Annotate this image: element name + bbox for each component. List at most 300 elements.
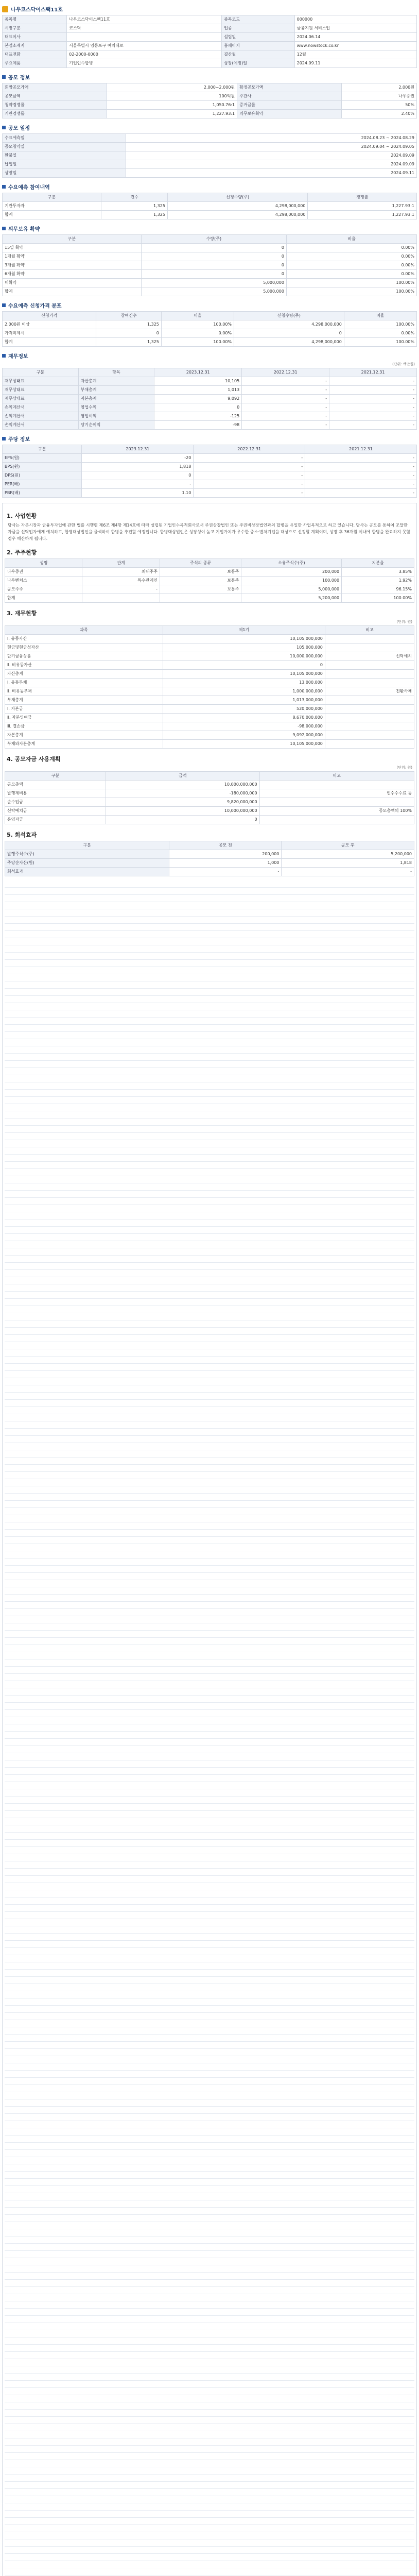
dilution-table (5, 841, 414, 876)
table-cell: 합계 (3, 211, 101, 219)
table-cell: 부채와자본총계 (5, 740, 163, 749)
table-row (3, 15, 417, 24)
table-cell: 1,227.93:1 (107, 110, 237, 118)
table-header-row (5, 772, 414, 781)
table-cell: 업종 (222, 24, 295, 33)
bullet-icon (2, 303, 6, 307)
table-cell: 10,105,000,000 (163, 670, 325, 679)
schedule-section: 공모 일정 (2, 124, 417, 131)
table-cell: 0 (141, 270, 286, 279)
balance-table (5, 625, 414, 749)
table-cell: 2024.09.11 (126, 169, 416, 178)
table-row (3, 489, 417, 498)
table-cell: 발행제비용 (5, 789, 106, 798)
table-cell: 자산총계 (78, 377, 154, 386)
table-cell (325, 635, 414, 643)
table-row (5, 781, 414, 789)
bullet-icon (2, 75, 6, 79)
table-cell: 1,818 (82, 463, 194, 471)
table-cell: 0.00% (161, 329, 234, 338)
table-cell: 13,000,000 (163, 679, 325, 687)
table-cell: 2,000원 (341, 83, 416, 92)
table-header-cell: 성명 (5, 559, 82, 568)
table-header-cell: 관계 (82, 559, 160, 568)
table-cell: 1,227.93:1 (308, 211, 417, 219)
table-row (5, 705, 414, 714)
price-dist-section: 수요예측 신청가격 분포 (2, 301, 417, 309)
table-cell: 1,013 (154, 386, 242, 395)
table-cell: Ⅲ. 결손금 (5, 722, 163, 731)
table-cell: 200,000 (241, 568, 342, 577)
table-row (3, 134, 417, 143)
table-cell: 공모총액의 100% (259, 807, 414, 816)
table-cell: 주요제품 (3, 59, 67, 68)
price-dist-table (2, 311, 417, 347)
table-header-cell: 신청수량(주) (167, 193, 307, 202)
table-row (5, 714, 414, 722)
table-cell: 코스닥 (67, 24, 222, 33)
table-cell: 특수관계인 (82, 577, 160, 585)
table-cell: 기업인수합병 (67, 59, 222, 68)
table-row (3, 252, 417, 261)
table-row (3, 24, 417, 33)
proceeds-unit: (단위: 원) (396, 766, 412, 770)
table-header-cell: 구분 (3, 445, 82, 454)
table-header-cell: 신청가격 (3, 312, 96, 320)
table-cell: 100.00% (286, 287, 416, 296)
table-cell: 가격미제시 (3, 329, 96, 338)
table-header-row (5, 841, 414, 850)
table-cell: 영업이익 (78, 412, 154, 421)
table-cell: 5,200,000 (282, 850, 414, 859)
table-cell: - (242, 386, 329, 395)
table-header-row (3, 368, 417, 377)
table-cell: 환불일 (3, 151, 126, 160)
table-cell: DPS(원) (3, 471, 82, 480)
table-header-cell: 2023.12.31 (154, 368, 242, 377)
demand-section: 수요예측 참여내역 (2, 183, 417, 191)
table-cell: 1,000 (169, 859, 282, 868)
table-row (5, 816, 414, 824)
table-cell: 5,200,000 (241, 594, 342, 603)
table-cell: 자본총계 (5, 731, 163, 740)
table-row (5, 859, 414, 868)
table-cell (82, 594, 160, 603)
table-row (5, 696, 414, 705)
table-cell: 시장구분 (3, 24, 67, 33)
table-cell (259, 798, 414, 807)
table-cell: 520,000,000 (163, 705, 325, 714)
table-header-cell: 과목 (5, 626, 163, 635)
table-row (3, 480, 417, 489)
table-cell: 0 (234, 329, 344, 338)
table-cell: 부채총계 (5, 696, 163, 705)
table-cell: 4,298,000,000 (234, 338, 344, 347)
proceeds-heading: 4. 공모자금 사용계획 (7, 756, 61, 762)
table-cell: 서울특별시 영등포구 여의대로 (67, 42, 222, 50)
table-cell: 희망공모가액 (3, 83, 107, 92)
table-cell: 공모총액 (5, 781, 106, 789)
table-cell (325, 714, 414, 722)
table-cell: 1,000,000,000 (163, 687, 325, 696)
demand-table (2, 193, 417, 219)
table-cell: - (194, 471, 305, 480)
table-cell: 보통주 (160, 568, 241, 577)
table-row (3, 59, 417, 68)
table-cell: 1,050.76:1 (107, 101, 237, 110)
table-cell: 신탁예치 (325, 652, 414, 661)
table-cell: 단기금융상품 (5, 652, 163, 661)
table-cell: 신탁예치금 (5, 807, 106, 816)
table-cell: 1,818 (282, 859, 414, 868)
bullet-icon (2, 126, 6, 129)
table-header-cell: 비율 (286, 235, 416, 244)
table-cell: -125 (154, 412, 242, 421)
table-cell: 종목코드 (222, 15, 295, 24)
table-cell: 10,000,000,000 (163, 652, 325, 661)
table-cell: 나우코스닥이스팩11호 (67, 15, 222, 24)
table-row (5, 643, 414, 652)
table-cell: 운영자금 (5, 816, 106, 824)
table-row (5, 670, 414, 679)
company-info-table (2, 15, 417, 68)
table-cell: 보통주 (160, 585, 241, 594)
table-cell: 2024.09.09 (126, 160, 416, 169)
table-cell: - (169, 868, 282, 876)
table-cell: 기관투자자 (3, 202, 101, 211)
table-row (5, 594, 414, 603)
proceeds-table (5, 771, 414, 824)
table-header-cell: 경쟁률 (308, 193, 417, 202)
table-row (5, 568, 414, 577)
table-cell: 1,325 (96, 338, 161, 347)
table-cell: 000000 (294, 15, 416, 24)
table-cell: 4,298,000,000 (234, 320, 344, 329)
document-body-filler (5, 880, 414, 2576)
table-header-cell: 2023.12.31 (82, 445, 194, 454)
table-cell: Ⅱ. 비유동자산 (5, 661, 163, 670)
table-header-cell: 2022.12.31 (242, 368, 329, 377)
table-cell: 기관경쟁률 (3, 110, 107, 118)
table-cell: 4,298,000,000 (167, 211, 307, 219)
table-cell (325, 696, 414, 705)
table-row (3, 454, 417, 463)
table-row (5, 661, 414, 670)
table-row (3, 160, 417, 169)
table-cell: - (329, 403, 417, 412)
table-cell: 대표이사 (3, 33, 67, 42)
table-cell: 100,000 (241, 577, 342, 585)
table-row (3, 169, 417, 178)
table-cell: - (242, 377, 329, 386)
table-header-cell: 비율 (161, 312, 234, 320)
table-cell: 본점소재지 (3, 42, 67, 50)
table-row (3, 33, 417, 42)
table-cell: 2024.08.23 ~ 2024.08.29 (126, 134, 416, 143)
table-cell: 재무상태표 (3, 395, 79, 403)
bullet-icon (2, 185, 6, 189)
table-row (5, 798, 414, 807)
table-cell (325, 643, 414, 652)
table-cell: 금융지원 서비스업 (294, 24, 416, 33)
table-row (3, 338, 417, 347)
table-cell: - (329, 412, 417, 421)
business-heading: 1. 사업현황 (7, 513, 37, 519)
table-cell: 2024.06.14 (294, 33, 416, 42)
table-cell (67, 33, 222, 42)
table-cell (325, 661, 414, 670)
table-row (3, 403, 417, 412)
table-cell: 1,325 (101, 211, 168, 219)
table-header-cell: 비고 (259, 772, 414, 781)
table-header-row (5, 559, 414, 568)
table-cell: 105,000,000 (163, 643, 325, 652)
table-cell: EPS(원) (3, 454, 82, 463)
table-cell: 주관사 (237, 92, 342, 101)
table-cell: Ⅱ. 비유동부채 (5, 687, 163, 696)
table-cell (325, 731, 414, 740)
table-header-cell: 구분 (3, 368, 79, 377)
table-header-cell: 2022.12.31 (194, 445, 305, 454)
table-cell: 3.85% (342, 568, 414, 577)
offering-table (2, 83, 417, 118)
table-header-cell: 비고 (325, 626, 414, 635)
table-cell: 8,670,000,000 (163, 714, 325, 722)
table-cell: 주당순자산(원) (5, 859, 169, 868)
table-cell: 미확약 (3, 279, 142, 287)
table-row (3, 42, 417, 50)
table-cell: Ⅰ. 유동자산 (5, 635, 163, 643)
bullet-icon (2, 437, 6, 440)
shareholders-table (5, 558, 414, 603)
table-cell: 상장일 (3, 169, 126, 178)
schedule-table (2, 133, 417, 178)
table-cell: 당기순이익 (78, 421, 154, 430)
table-cell: 0.00% (286, 244, 416, 252)
table-cell: 5,000,000 (241, 585, 342, 594)
financial-heading: 3. 재무현황 (7, 610, 37, 617)
table-cell: - (194, 463, 305, 471)
table-row (3, 471, 417, 480)
table-row (3, 244, 417, 252)
table-header-cell: 비율 (344, 312, 416, 320)
table-cell: 0.00% (286, 261, 416, 270)
table-cell: 공모금액 (3, 92, 107, 101)
table-cell: - (305, 463, 417, 471)
table-row (5, 722, 414, 731)
table-cell: 최대주주 (82, 568, 160, 577)
table-cell (325, 679, 414, 687)
table-cell: 자산총계 (5, 670, 163, 679)
table-row (3, 279, 417, 287)
table-cell: 전환사채 (325, 687, 414, 696)
table-cell: www.nowstock.co.kr (294, 42, 416, 50)
table-cell: 5,000,000 (141, 279, 286, 287)
table-cell: 100억원 (107, 92, 237, 101)
table-row (3, 202, 417, 211)
report-document (2, 503, 417, 2576)
business-text: 당사는 자본시장과 금융투자업에 관한 법률 시행령 제6조 제4항 제14호에 따라 설립된 기업인수목적회사로서 주권상장법인 또는 주권비상장법인과의 합병을 유일한 사업목적으로 하고 있습니다. 당사는 공모를 통하여 조달한 자금을 신탁업자에게 예치하고, 합병대상법인을 물색하여 합병을 추진할 예정입니다. 합병대상법인은 성장성이 높고 기업가치가 우수한 중소·벤처기업을 대상으로 선정할 계획이며, 상장 후 36개월 이내에 합병을 완료하지 못할 경우 해산하게 됩니다. (8, 523, 411, 541)
table-row (3, 395, 417, 403)
table-cell: 결산월 (222, 50, 295, 59)
table-cell: 나우증권 (5, 568, 82, 577)
table-cell (325, 740, 414, 749)
table-cell: PBR(배) (3, 489, 82, 498)
table-row (3, 211, 417, 219)
table-cell: 합계 (3, 287, 142, 296)
table-header-row (5, 626, 414, 635)
table-cell: BPS(원) (3, 463, 82, 471)
company-title: 나우코스닥이스팩11호 (2, 5, 417, 13)
table-cell: 손익계산서 (3, 403, 79, 412)
table-header-cell: 지분율 (342, 559, 414, 568)
fin-summary-table (2, 368, 417, 430)
table-cell: 100.00% (344, 320, 416, 329)
per-share-section: 주당 정보 (2, 435, 417, 443)
table-cell: 희석효과 (5, 868, 169, 876)
table-header-cell: 공모 후 (282, 841, 414, 850)
table-cell: 50% (341, 101, 416, 110)
table-header-cell: 수량(주) (141, 235, 286, 244)
table-cell: 공모주주 (5, 585, 82, 594)
table-cell: 3개월 확약 (3, 261, 142, 270)
table-row (5, 585, 414, 594)
table-row (5, 652, 414, 661)
table-cell: 납입일 (3, 160, 126, 169)
dilution-heading: 5. 희석효과 (7, 832, 37, 838)
table-row (3, 329, 417, 338)
table-cell: - (305, 480, 417, 489)
table-cell (160, 594, 241, 603)
lockup-section: 의무보유 확약 (2, 225, 417, 232)
table-row (5, 868, 414, 876)
table-cell: 의무보유확약 (237, 110, 342, 118)
table-header-row (3, 193, 417, 202)
table-cell: 영업수익 (78, 403, 154, 412)
table-row (3, 412, 417, 421)
table-header-cell: 주식의 종류 (160, 559, 241, 568)
table-cell: 9,820,000,000 (106, 798, 259, 807)
table-cell: 0 (106, 816, 259, 824)
table-cell: 홈페이지 (222, 42, 295, 50)
table-cell: 100.00% (344, 338, 416, 347)
table-row (3, 50, 417, 59)
offering-section: 공모 정보 (2, 73, 417, 81)
table-cell: 현금및현금성자산 (5, 643, 163, 652)
bullet-icon (2, 354, 6, 358)
per-share-table (2, 445, 417, 498)
table-row (5, 850, 414, 859)
table-cell: 보통주 (160, 577, 241, 585)
table-cell: 2024.09.09 (126, 151, 416, 160)
table-cell: 1,325 (96, 320, 161, 329)
table-cell: 02-2000-0000 (67, 50, 222, 59)
table-header-cell: 제1기 (163, 626, 325, 635)
table-cell: 1,227.93:1 (308, 202, 417, 211)
table-cell: PER(배) (3, 480, 82, 489)
table-cell: 설립일 (222, 33, 295, 42)
table-cell: - (329, 395, 417, 403)
table-cell: Ⅰ. 유동부채 (5, 679, 163, 687)
table-cell: 100.00% (161, 338, 234, 347)
table-cell: 자본총계 (78, 395, 154, 403)
table-row (5, 635, 414, 643)
table-row (3, 270, 417, 279)
table-cell: 1.92% (342, 577, 414, 585)
table-row (5, 679, 414, 687)
table-header-cell: 구분 (5, 841, 169, 850)
table-row (5, 789, 414, 798)
table-cell: 2024.09.04 ~ 2024.09.05 (126, 143, 416, 151)
table-row (3, 101, 417, 110)
table-cell: - (282, 868, 414, 876)
table-cell: 1,325 (101, 202, 168, 211)
table-cell: 10,000,000,000 (106, 807, 259, 816)
table-cell: 인수수수료 등 (259, 789, 414, 798)
table-cell: - (82, 480, 194, 489)
table-cell: - (329, 421, 417, 430)
table-cell: 합계 (3, 338, 96, 347)
table-cell: 1,013,000,000 (163, 696, 325, 705)
table-cell: 청약경쟁률 (3, 101, 107, 110)
table-cell: 10,105 (154, 377, 242, 386)
table-header-row (3, 445, 417, 454)
table-cell: - (242, 421, 329, 430)
table-cell: 부채총계 (78, 386, 154, 395)
table-cell: 9,092,000,000 (163, 731, 325, 740)
table-header-cell: 공모 전 (169, 841, 282, 850)
bullet-icon (2, 227, 6, 230)
table-cell: 수요예측일 (3, 134, 126, 143)
table-header-cell: 소유주식수(주) (241, 559, 342, 568)
table-cell: 대표전화 (3, 50, 67, 59)
table-cell: 확정공모가액 (237, 83, 342, 92)
table-cell: 10,000,000,000 (106, 781, 259, 789)
table-cell: 5,000,000 (141, 287, 286, 296)
table-cell: - (242, 412, 329, 421)
table-cell (259, 781, 414, 789)
table-cell: 합계 (5, 594, 82, 603)
table-cell: 0 (82, 471, 194, 480)
table-cell: 10,105,000,000 (163, 740, 325, 749)
table-row (3, 261, 417, 270)
table-cell: 발행주식수(주) (5, 850, 169, 859)
table-cell: 재무상태표 (3, 377, 79, 386)
table-cell: 100.00% (286, 279, 416, 287)
fin-summary-section: 재무정보 (2, 352, 417, 360)
table-cell: Ⅰ. 자본금 (5, 705, 163, 714)
table-header-cell: 금액 (106, 772, 259, 781)
table-cell (325, 705, 414, 714)
table-row (3, 143, 417, 151)
table-cell: -98 (154, 421, 242, 430)
table-cell: 0 (154, 403, 242, 412)
table-cell: - (329, 377, 417, 386)
table-row (3, 463, 417, 471)
table-cell: 0 (141, 244, 286, 252)
table-row (5, 687, 414, 696)
table-cell: 손익계산서 (3, 412, 79, 421)
table-row (3, 377, 417, 386)
balance-unit: (단위: 원) (396, 620, 412, 624)
table-cell (325, 670, 414, 679)
table-header-cell: 항목 (78, 368, 154, 377)
table-row (3, 386, 417, 395)
table-cell: 재무상태표 (3, 386, 79, 395)
table-cell: - (305, 489, 417, 498)
table-cell: 2,000~2,000원 (107, 83, 237, 92)
table-cell: - (242, 395, 329, 403)
